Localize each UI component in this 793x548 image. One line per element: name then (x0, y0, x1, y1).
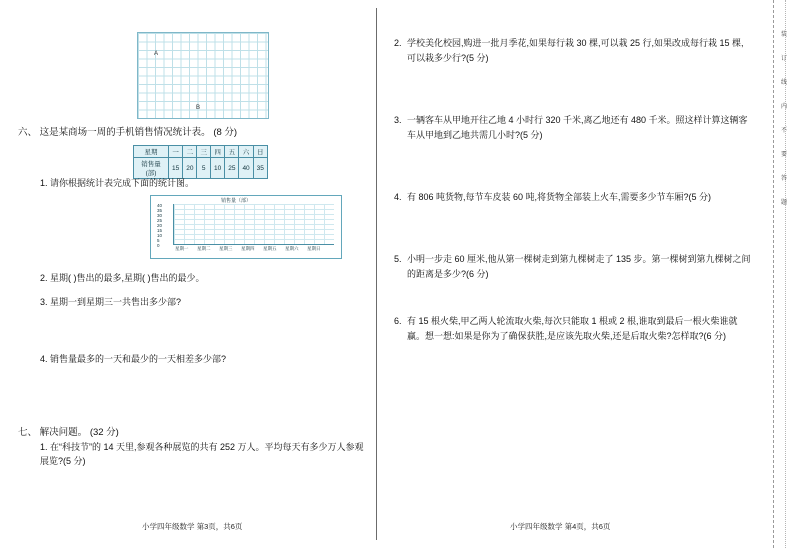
value-cell-4: 25 (225, 158, 239, 179)
table-row-days (134, 146, 268, 158)
chart-xtick-4: 星期五 (263, 246, 277, 251)
question-7-3 (394, 113, 752, 143)
point-a-label: A (154, 51, 159, 57)
binding-char-2: 线 (780, 80, 787, 86)
chart-plot-area (173, 204, 334, 245)
question-7-6-number: 6. (394, 316, 402, 326)
question-6-1: 1. 请你根据统计表完成下面的统计图。 (40, 178, 195, 188)
question-6-3: 3. 星期一到星期三一共售出多少部? (40, 297, 182, 307)
chart-ytick-1: 35 (157, 208, 163, 213)
section-six-number: 六、 (18, 127, 38, 138)
day-cell-6: 日 (253, 146, 267, 158)
point-b-label: B (196, 105, 201, 111)
section-six-heading (18, 125, 237, 140)
question-7-4-text: 有 806 吨货物,每节车皮装 60 吨,将货物全部装上火车,需要多少节车厢?(5 分) (407, 192, 712, 202)
chart-ytick-6: 10 (157, 233, 163, 238)
binding-char-1: 订 (780, 56, 787, 62)
value-cell-1: 20 (183, 158, 197, 179)
binding-char-4: 不 (780, 128, 787, 134)
day-cell-3: 四 (210, 146, 224, 158)
binding-char-6: 答 (780, 176, 787, 182)
question-7-6-text: 有 15 根火柴,甲乙两人轮流取火柴,每次只能取 1 根或 2 根,谁取到最后一根火柴谁就赢。想一想:如果是你为了确保获胜,是应该先取火柴,还是后取火柴?怎样取?(6 分) (407, 316, 738, 341)
chart-ytick-5: 15 (157, 228, 163, 233)
chart-title: 销售量（部） (221, 198, 252, 204)
section-seven-number: 七、 (18, 427, 38, 438)
chart-xtick-3: 星期四 (241, 246, 255, 251)
section-seven-heading (18, 425, 119, 440)
chart-ytick-7: 5 (157, 238, 160, 243)
chart-ytick-4: 20 (157, 223, 163, 228)
binding-char-0: 装 (780, 32, 787, 38)
chart-xtick-1: 星期二 (197, 246, 211, 251)
question-7-4-number: 4. (394, 192, 402, 202)
value-cell-2: 5 (197, 158, 211, 179)
sales-table (133, 145, 268, 179)
day-cell-5: 六 (239, 146, 253, 158)
value-cell-0: 15 (169, 158, 183, 179)
chart-ytick-3: 25 (157, 218, 163, 223)
day-cell-4: 五 (225, 146, 239, 158)
question-7-3-number: 3. (394, 115, 402, 125)
chart-xtick-5: 星期六 (285, 246, 299, 251)
question-7-2-number: 2. (394, 38, 402, 48)
row-header-sales: 销售量(部) (134, 158, 169, 179)
question-7-1: 1. 在“科技节”的 14 天里,参观各种展览的共有 252 万人。平均每天有多少万人参观展览?(5 分) (40, 442, 364, 466)
value-cell-5: 40 (239, 158, 253, 179)
binding-char-3: 内 (780, 104, 787, 110)
question-6-2: 2. 星期( )售出的最多,星期( )售出的最少。 (40, 273, 205, 283)
chart-ytick-0: 40 (157, 203, 163, 208)
chart-xtick-0: 星期一 (175, 246, 189, 251)
question-7-5 (394, 252, 752, 282)
left-page (0, 0, 376, 548)
bar-chart-grid (150, 195, 342, 259)
right-page (377, 0, 777, 548)
chart-ytick-8: 0 (157, 243, 160, 248)
coordinate-grid (137, 32, 269, 119)
question-7-2-text: 学校美化校园,购进一批月季花,如果每行栽 30 棵,可以栽 25 行,如果改成每行栽 15 棵,可以栽多少行?(5 分) (407, 38, 744, 63)
right-page-footer: 小学四年级数学 第4页，共6页 (510, 522, 611, 531)
section-seven-score: (32 分) (89, 427, 119, 438)
binding-char-7: 题 (780, 200, 787, 206)
question-7-5-text: 小明一步走 60 厘米,他从第一棵树走到第九棵树走了 135 步。第一棵树到第九棵树之间的距离是多少?(6 分) (407, 254, 751, 279)
chart-xtick-2: 星期三 (219, 246, 233, 251)
day-cell-1: 二 (183, 146, 197, 158)
section-six-score: (8 分) (213, 127, 238, 138)
day-cell-2: 三 (197, 146, 211, 158)
value-cell-3: 10 (210, 158, 224, 179)
question-7-2 (394, 36, 752, 66)
question-7-5-number: 5. (394, 254, 402, 264)
question-7-4 (394, 190, 752, 205)
question-7-3-text: 一辆客车从甲地开往乙地 4 小时行 320 千米,离乙地还有 480 千米。照这样计算这辆客车从甲地到乙地共需几小时?(5 分) (407, 115, 748, 140)
section-seven-title: 解决问题。 (39, 427, 88, 438)
binding-text (775, 30, 793, 222)
left-page-footer: 小学四年级数学 第3页，共6页 (142, 522, 243, 531)
chart-xtick-6: 星期日 (307, 246, 321, 251)
row-header-week: 星期 (134, 146, 169, 158)
question-6-4: 4. 销售量最多的一天和最少的一天相差多少部? (40, 354, 227, 364)
section-six-title: 这是某商场一周的手机销售情况统计表。 (39, 127, 211, 138)
sales-table-wrapper (133, 145, 268, 179)
day-cell-0: 一 (169, 146, 183, 158)
question-7-6 (394, 314, 752, 344)
chart-ytick-2: 30 (157, 213, 163, 218)
binding-char-5: 要 (780, 152, 787, 158)
value-cell-6: 35 (253, 158, 267, 179)
